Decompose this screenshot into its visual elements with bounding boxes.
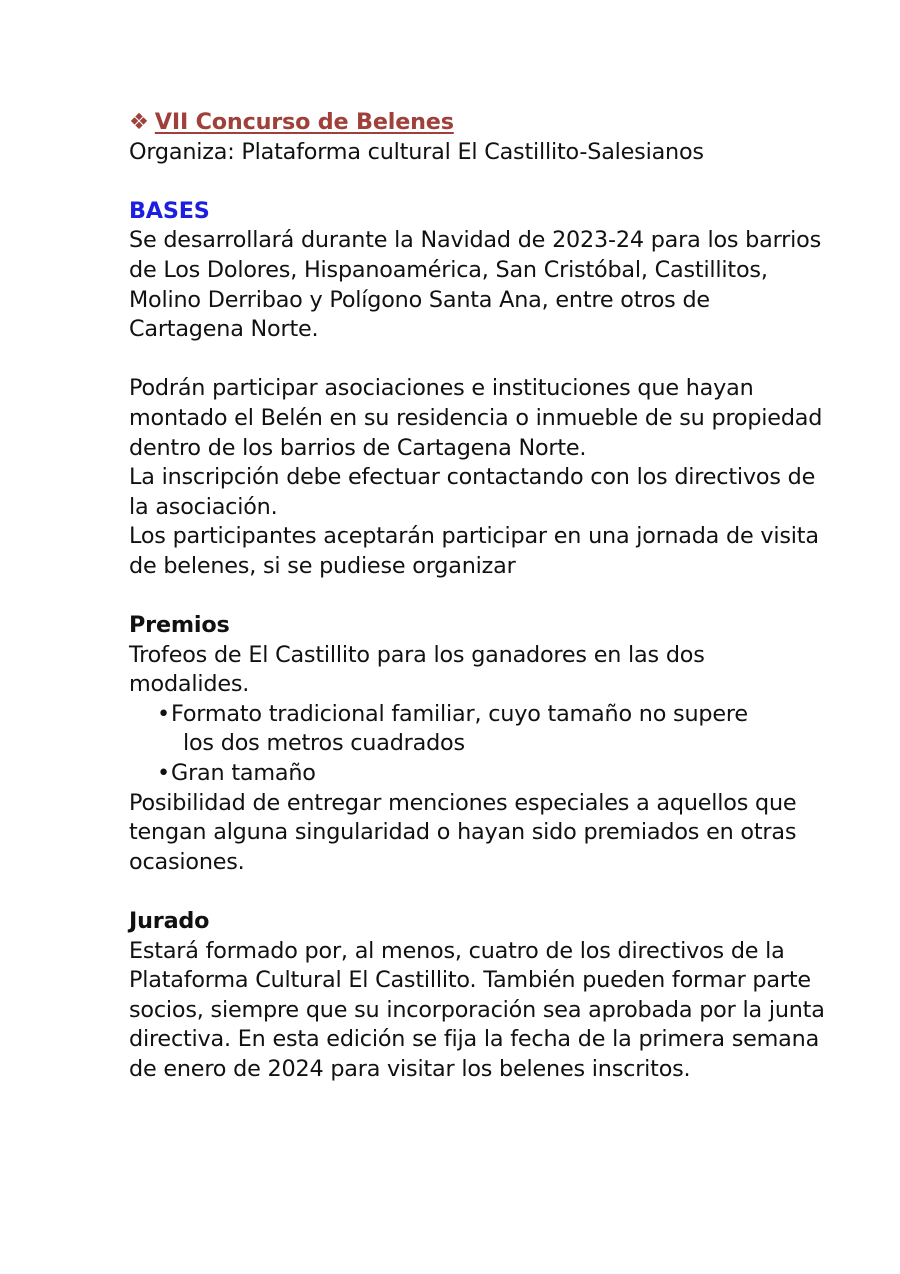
bullet-icon: • (157, 760, 170, 787)
list-item-text-continued: los dos metros cuadrados (183, 730, 465, 757)
bases-paragraph-4: Los participantes aceptarán participar en una jornada de visita de belenes, si se pudiese organizar (129, 523, 819, 579)
premios-closing: Posibilidad de entregar menciones especiales a aquellos que tengan alguna singularidad o hayan sido premiados en otras ocasiones. (129, 789, 797, 875)
premios-intro: Trofeos de El Castillito para los ganadores en las dos modalides. (129, 641, 705, 698)
list-item (157, 759, 829, 789)
premios-list (129, 700, 829, 789)
list-item-text: Formato tradicional familiar, cuyo tamaño no supere (171, 700, 748, 727)
document-title (129, 108, 829, 138)
premios-heading: Premios (129, 612, 230, 639)
jurado-text: Estará formado por, al menos, cuatro de los directivos de la Plataforma Cultural El Castillito. También pueden formar parte socios, siempre que su incorporación sea aprobada por la junta directiva. En esta edición se fija la fecha de la primera semana de enero de 2024 para visitar los belenes inscritos. (129, 937, 825, 1082)
list-item (157, 700, 829, 759)
bullet-icon: • (157, 700, 170, 727)
bases-heading: BASES (129, 197, 210, 224)
list-item-text: Gran tamaño (171, 760, 316, 787)
title-text: VII Concurso de Belenes (154, 109, 454, 135)
document-page (129, 108, 829, 1085)
jurado-heading: Jurado (129, 908, 210, 935)
diamond-bullet-icon: ❖ (129, 109, 149, 135)
bases-paragraph-2: Podrán participar asociaciones e instituciones que hayan montado el Belén en su residencia o inmueble de su propiedad dentro de los barrios de Cartagena Norte. (129, 375, 823, 461)
bases-paragraph-1: Se desarrollará durante la Navidad de 2023-24 para los barrios de Los Dolores, Hispanoamérica, San Cristóbal, Castillitos, Molino Derribao y Polígono Santa Ana, entre otros de Cartagena Norte. (129, 227, 821, 343)
bases-paragraph-3: La inscripción debe efectuar contactando con los directivos de la asociación. (129, 464, 816, 520)
organizer-line: Organiza: Plataforma cultural El Castillito-Salesianos (129, 138, 704, 165)
